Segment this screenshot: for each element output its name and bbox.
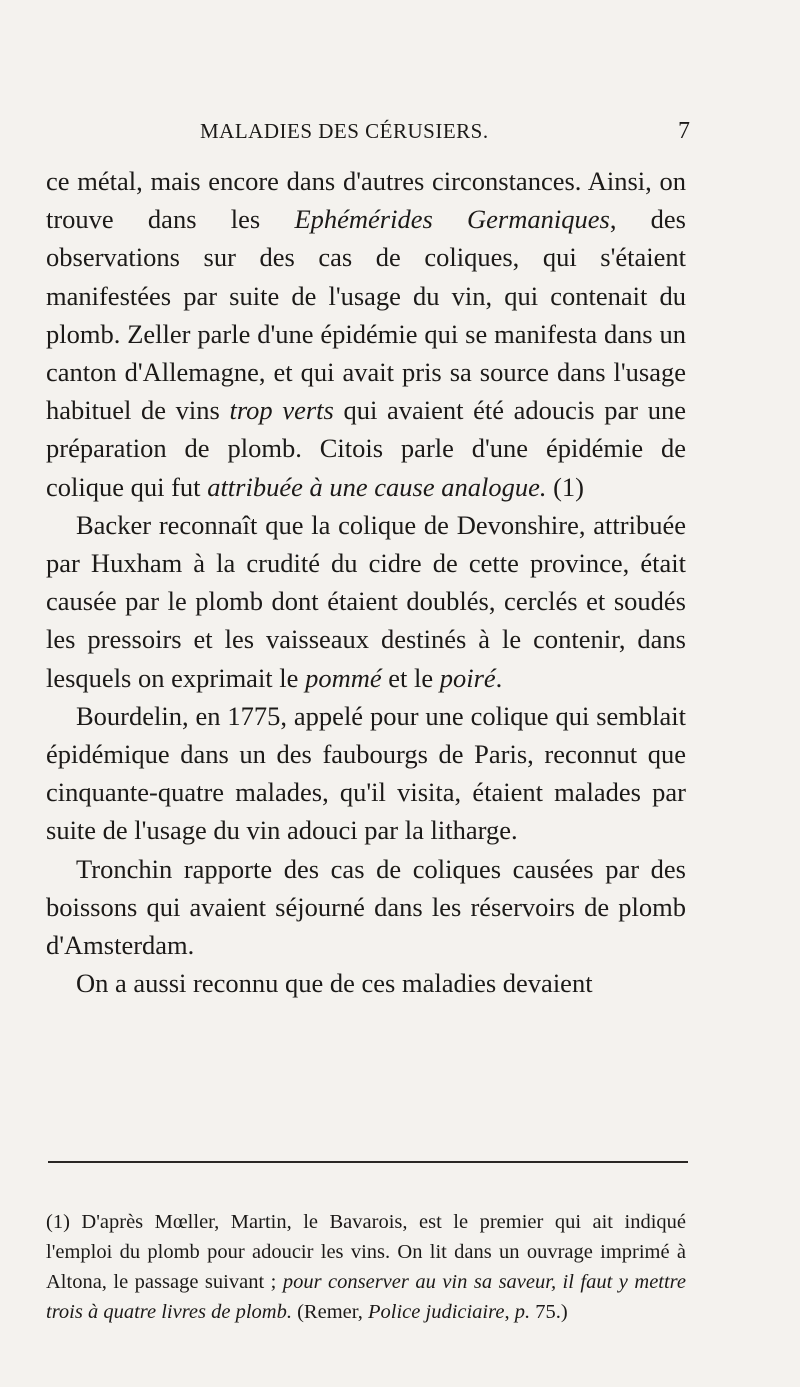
running-title: MALADIES DES CÉRUSIERS. (200, 119, 489, 143)
text-run: et le (381, 662, 440, 693)
paragraph-5: On a aussi reconnu que de ces maladies devaient (76, 968, 593, 999)
text-run: (1) D'après Mœller, Martin, le Bavarois, est le premier qui ait indiqué l'emploi du plomb pour adoucir les vins. On lit dans un ouvrage imprimé à Altona, le passage suivant ; (46, 1211, 686, 1293)
text-run: 75.) (530, 1301, 568, 1323)
text-run: qui avaient été adoucis par une préparation de plomb. Citois parle d'une épidémie de colique qui fut (46, 395, 686, 502)
paragraph-1 (46, 162, 686, 506)
text-run: (Remer, (291, 1301, 369, 1323)
italic-text: Ephémérides Germaniques (294, 204, 610, 235)
text-run: , (504, 1301, 515, 1323)
paragraph-3: Bourdelin, en 1775, appelé pour une colique qui semblait épidémique dans un des faubourgs de Paris, reconnut que cinquante-quatre malades, qu'il visita, étaient malades par suite de l'usage du vin adouci par la litharge. (46, 700, 686, 846)
footnote (46, 1207, 686, 1327)
italic-text: pommé (305, 662, 382, 693)
text-run: ce métal, mais encore dans d'autres circonstances. Ainsi, on trouve dans les (46, 166, 686, 235)
italic-text: attribuée à une cause analogue. (207, 471, 547, 502)
paragraph-4: Tronchin rapporte des cas de coliques causées par des boissons qui avaient séjourné dans les réservoirs de plomb d'Amsterdam. (46, 853, 686, 961)
text-run: . (495, 662, 503, 693)
footnote-divider (48, 1161, 688, 1163)
italic-text: p. (514, 1301, 531, 1323)
italic-text: trop verts (229, 395, 334, 426)
italic-text: Police judiciaire (368, 1301, 505, 1323)
page-number: 7 (678, 118, 690, 144)
body-text (46, 162, 686, 1002)
text-run: , des observations sur des cas de coliques, qui s'étaient manifestées par suite de l'usage du vin, qui contenait du plomb. Zeller parle d'une épidémie qui se manifesta dans un canton d'Allemagne, et qui avait pris sa source dans l'usage habituel de vins (46, 204, 686, 426)
text-run: Backer reconnaît que la colique de Devonshire, attribuée par Huxham à la crudité du cidre de cette province, était causée par le plomb dont étaient doublés, cerclés et soudés les pressoirs et les vaisseaux destinés à le contenir, dans lesquels on exprimait le (46, 509, 686, 693)
footnote-ref: (1) (546, 471, 584, 502)
italic-text: pour conserver au vin sa saveur, il faut y mettre trois à quatre livres de plomb. (46, 1271, 686, 1323)
italic-text: poiré (439, 662, 496, 693)
page-header (70, 118, 710, 145)
paragraph-2 (46, 506, 686, 697)
